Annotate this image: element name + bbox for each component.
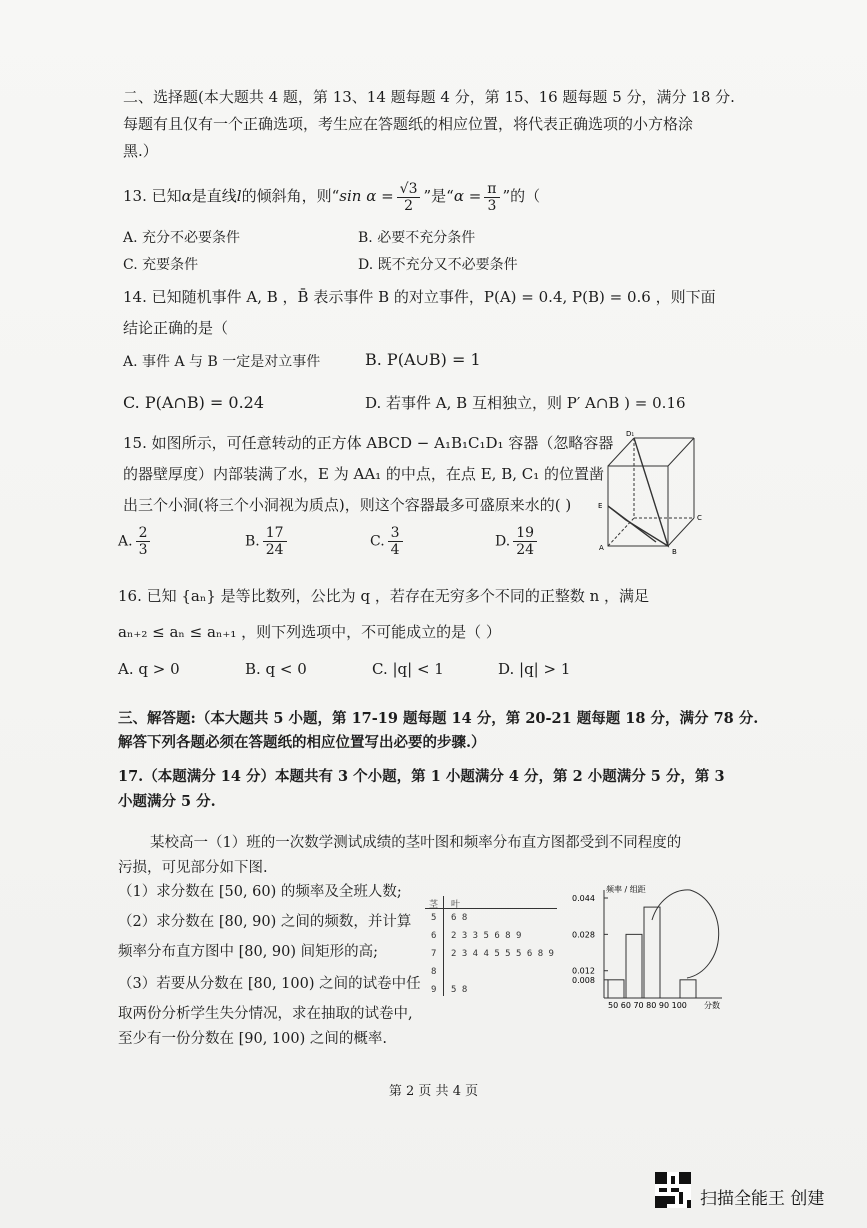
q17-header-line2: 小题满分 5 分.	[118, 793, 216, 810]
q17-subquestion-1: （1）求分数在 [50, 60) 的频率及全班人数;	[118, 884, 402, 900]
q17-subquestion-3c: 至少有一份分数在 [90, 100) 之间的概率.	[118, 1031, 387, 1047]
stain-outline	[652, 890, 719, 978]
q16-stem-line2: aₙ₊₂ ≤ aₙ ≤ aₙ₊₁ ，则下列选项中，不可能成立的是（ ）	[118, 623, 501, 641]
stem-row-5-leaves: 6 8	[451, 913, 468, 923]
cube-label-b: B	[672, 548, 677, 556]
q17-subquestion-2b: 频率分布直方图中 [80, 90) 间矩形的高;	[118, 944, 379, 960]
q17-subquestion-3b: 取两份分析学生失分情况，求在抽取的试卷中,	[118, 1006, 413, 1022]
stem-row-6-leaves: 2 3 3 5 6 8 9	[451, 931, 522, 941]
stem-leaf-plot	[425, 896, 560, 1006]
histogram-ytick-label: 0.044	[572, 894, 595, 903]
q13-option-c: C. 充要条件	[123, 257, 199, 273]
cube-label-c: C	[697, 514, 702, 522]
q17-paragraph-line1: 某校高一（1）班的一次数学测试成绩的茎叶图和频率分布直方图都受到不同程度的	[150, 835, 682, 851]
cube-label-e: E	[598, 502, 603, 510]
section3-heading-line1: 三、解答题:（本大题共 5 小题，第 17-19 题每题 14 分，第 20-21 题每题 18 分，满分 78 分.	[118, 710, 759, 727]
scanner-brand-text: 扫描全能王 创建	[700, 1189, 825, 1209]
cube-label-a: A	[599, 544, 604, 552]
q17-subquestion-3a: （3）若要从分数在 [80, 100) 之间的试卷中任	[118, 976, 421, 992]
section2-heading-line1: 二、选择题(本大题共 4 题，第 13、14 题每题 4 分，第 15、16 题每题 5 分，满分 18 分.	[123, 88, 735, 106]
q14-option-b: B. P(A∪B) = 1	[365, 350, 481, 369]
histogram-ytick-label: 0.012	[572, 966, 595, 976]
leaf-header: 叶	[451, 900, 461, 910]
histogram-bar-60-70	[626, 934, 642, 998]
q13-option-b: B. 必要不充分条件	[358, 230, 476, 246]
histogram-xlabel: 分数	[704, 1001, 720, 1010]
stem-row-8-stem: 8	[431, 967, 437, 977]
stem-header: 茎	[429, 900, 439, 910]
q17-header-line1: 17.（本题满分 14 分）本题共有 3 个小题，第 1 小题满分 4 分，第 2 小题满分 5 分，第 3	[118, 768, 725, 785]
q16-option-c: C. |q| < 1	[372, 660, 444, 678]
q14-option-d: D. 若事件 A, B 互相独立，则 P′ A∩B ) = 0.16	[365, 394, 686, 412]
section2-heading-line2: 每题有且仅有一个正确选项，考生应在答题纸的相应位置，将代表正确选项的小方格涂	[123, 115, 694, 133]
fraction-pi-over-3: $\frac{\pi}{3}$	[484, 181, 499, 214]
stem-row-7-leaves: 2 3 4 4 5 5 5 6 8 9	[451, 949, 554, 959]
histogram-bar-70-80	[644, 907, 660, 998]
q13-option-d: D. 既不充分又不必要条件	[358, 257, 518, 273]
stem-row-7-stem: 7	[431, 949, 437, 959]
q14-option-c: C. P(A∩B) = 0.24	[123, 393, 265, 412]
frequency-histogram	[572, 880, 732, 1010]
fraction-sqrt3-over-2: $\frac{√3}{2}$	[397, 181, 421, 214]
q15-option-b: B. $\frac{17}{24}$	[245, 525, 290, 558]
histogram-xtick-labels: 50 60 70 80 90 100	[608, 1001, 687, 1010]
q15-stem-line3: 出三个小洞(将三个小洞视为质点)，则这个容器最多可盛原来水的( )	[123, 496, 572, 514]
q16-option-d: D. |q| > 1	[498, 660, 571, 678]
histogram-bar-90-100	[680, 980, 696, 998]
q16-stem-line1: 16. 已知 {aₙ} 是等比数列，公比为 q ，若存在无穷多个不同的正整数 n ，满足	[118, 587, 650, 605]
section2-heading-line3: 黑.）	[123, 142, 158, 160]
q15-option-d: D. $\frac{19}{24}$	[495, 525, 540, 558]
q14-stem-line2: 结论正确的是（	[123, 319, 229, 337]
q14-option-a: A. 事件 A 与 B 一定是对立事件	[123, 354, 321, 370]
q15-option-c: C. $\frac{3}{4}$	[370, 525, 406, 558]
stem-row-5-stem: 5	[431, 913, 437, 923]
histogram-bar-50-60	[608, 980, 624, 998]
section3-heading-line2: 解答下列各题必须在答题纸的相应位置写出必要的步骤.）	[118, 734, 486, 751]
cube-figure	[596, 428, 711, 558]
stem-row-6-stem: 6	[431, 931, 437, 941]
q14-stem-line1: 14. 已知随机事件 A, B ，B̄ 表示事件 B 的对立事件，P(A) = 0.4, P(B) = 0.6 ，则下面	[123, 288, 716, 306]
q13-stem: 13. 已知α是直线l的倾斜角，则“sin α = $\frac{√3}{2}$ ”是“α = $\frac{\pi}{3}$ ”的（	[123, 180, 541, 214]
q17-subquestion-2a: （2）求分数在 [80, 90) 之间的频数，并计算	[118, 914, 412, 930]
q16-option-a: A. q > 0	[118, 660, 180, 678]
histogram-ylabel: 频率 / 组距	[606, 885, 646, 894]
histogram-ytick-label: 0.028	[572, 930, 595, 940]
qr-code-icon	[655, 1172, 691, 1208]
page-footer: 第 2 页 共 4 页	[388, 1084, 479, 1099]
cube-label-d1: D₁	[626, 430, 635, 438]
stem-row-9-leaves: 5 8	[451, 985, 468, 995]
q15-stem-line2: 的器壁厚度）内部装满了水，E 为 AA₁ 的中点，在点 E, B, C₁ 的位置凿	[123, 465, 605, 483]
q16-option-b: B. q < 0	[245, 660, 307, 678]
q15-stem-line1: 15. 如图所示，可任意转动的正方体 ABCD − A₁B₁C₁D₁ 容器（忽略容器	[123, 434, 614, 452]
histogram-ytick-label: 0.008	[572, 975, 595, 985]
q13-option-a: A. 充分不必要条件	[123, 230, 241, 246]
stem-row-9-stem: 9	[431, 985, 437, 995]
q17-paragraph-line2: 污损，可见部分如下图.	[118, 860, 268, 876]
q15-option-a: A. $\frac{2}{3}$	[118, 525, 153, 558]
